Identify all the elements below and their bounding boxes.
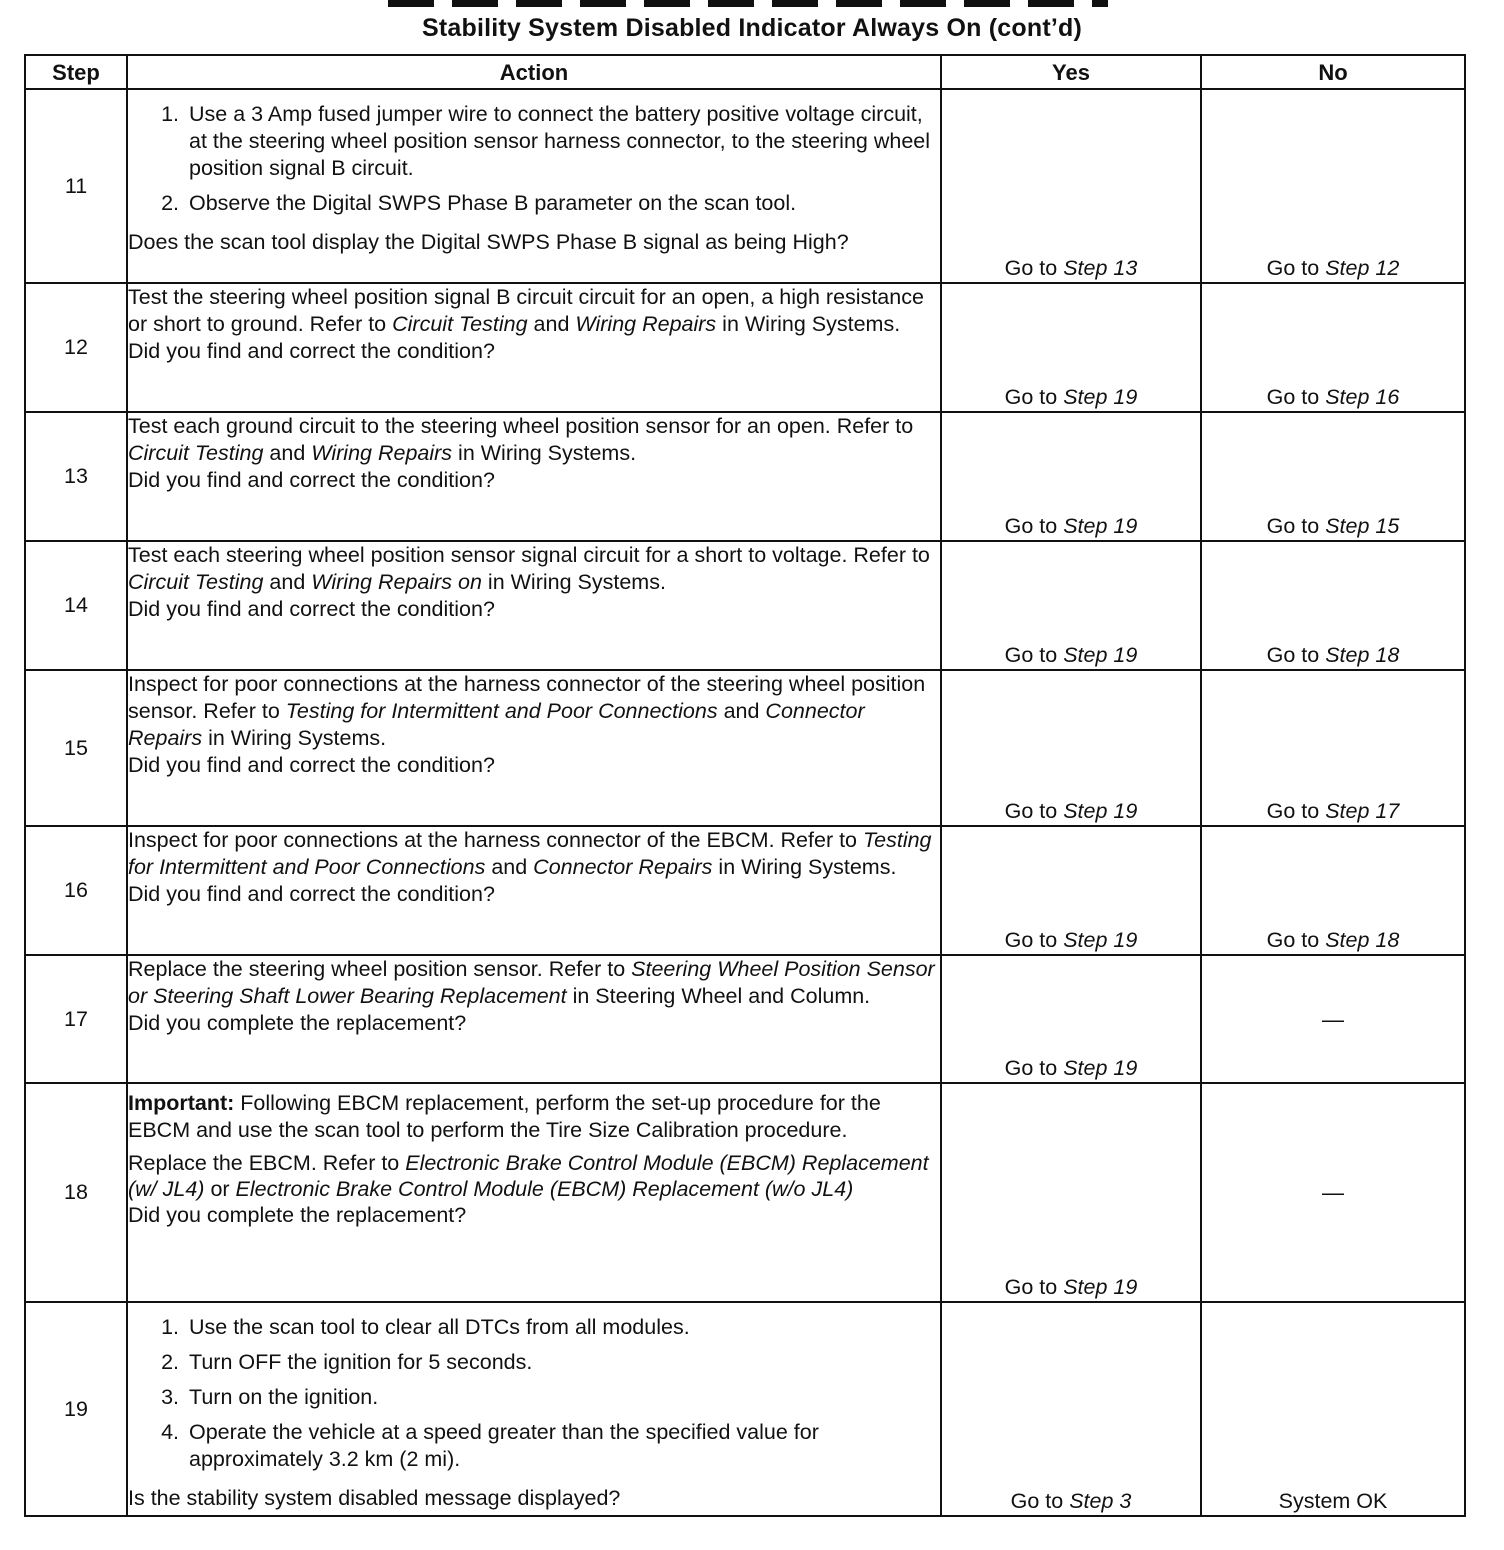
no-result: Go to Step 17: [1201, 670, 1465, 826]
column-header-no: No: [1201, 55, 1465, 89]
sub-step: 2. Observe the Digital SWPS Phase B parameter on the scan tool.: [185, 190, 940, 217]
column-header-yes: Yes: [941, 55, 1201, 89]
table-row: [25, 826, 1465, 955]
action-cell: [127, 670, 941, 826]
step-reference: Step 13: [1063, 256, 1138, 280]
column-header-step: Step: [25, 55, 127, 89]
question-text: Is the stability system disabled message displayed?: [128, 1486, 621, 1510]
action-cell: [127, 283, 941, 412]
action-cell: [127, 89, 941, 283]
no-result: Go to Step 15: [1201, 412, 1465, 541]
table-row: [25, 412, 1465, 541]
step-reference: Step 18: [1325, 928, 1400, 952]
sub-step-list: [128, 1314, 940, 1481]
step-reference: Step 19: [1063, 1056, 1138, 1080]
step-number: 18: [25, 1083, 127, 1302]
no-result-none: —: [1201, 1083, 1465, 1302]
no-result: System OK: [1201, 1302, 1465, 1516]
step-reference: Step 12: [1325, 256, 1400, 280]
sub-step-list: [128, 101, 940, 225]
action-cell: [127, 1083, 941, 1302]
instruction-text: Replace the EBCM. Refer to Electronic Brake Control Module (EBCM) Replacement (w/ JL4) or Electronic Brake Control Module (EBCM) Replacement (w/o JL4): [128, 1151, 929, 1201]
question-text: Did you find and correct the condition?: [128, 882, 495, 906]
instruction-text: Test each steering wheel position sensor signal circuit for a short to voltage. Refer to Circuit Testing and Wiring Repairs on in Wiring Systems.: [128, 543, 930, 594]
yes-result: Go to Step 19: [941, 1083, 1201, 1302]
table-row: [25, 670, 1465, 826]
step-reference: Step 19: [1063, 385, 1138, 409]
step-number: 11: [25, 89, 127, 283]
no-result: Go to Step 18: [1201, 541, 1465, 670]
important-note: Important: Following EBCM replacement, perform the set-up procedure for the EBCM and use the scan tool to perform the Tire Size Calibration procedure.: [128, 1091, 881, 1142]
instruction-text: Test each ground circuit to the steering wheel position sensor for an open. Refer to Circuit Testing and Wiring Repairs in Wiring Systems.: [128, 414, 914, 465]
step-reference: Step 16: [1325, 385, 1400, 409]
step-reference: Step 3: [1069, 1489, 1132, 1513]
table-header-row: [25, 55, 1465, 89]
sub-step: 1. Use a 3 Amp fused jumper wire to connect the battery positive voltage circuit, at the steering wheel position sensor harness connector, to the steering wheel position signal B circuit.: [185, 101, 940, 182]
action-cell: [127, 955, 941, 1083]
step-number: 13: [25, 412, 127, 541]
action-cell: [127, 541, 941, 670]
action-cell: [127, 826, 941, 955]
important-label: Important:: [128, 1091, 235, 1115]
step-reference: Step 18: [1325, 643, 1400, 667]
sub-step: 4. Operate the vehicle at a speed greater than the specified value for approximately 3.2 km (2 mi).: [185, 1419, 940, 1473]
step-reference: Step 19: [1063, 928, 1138, 952]
step-number: 14: [25, 541, 127, 670]
question-text: Did you complete the replacement?: [128, 1203, 467, 1227]
sub-step: 2. Turn OFF the ignition for 5 seconds.: [185, 1349, 940, 1376]
yes-result: Go to Step 13: [941, 89, 1201, 283]
header-rule-mark: [388, 0, 1108, 7]
step-number: 17: [25, 955, 127, 1083]
question-text: Did you complete the replacement?: [128, 1011, 467, 1035]
step-reference: Step 19: [1063, 643, 1138, 667]
sub-step: 1. Use the scan tool to clear all DTCs from all modules.: [185, 1314, 940, 1341]
instruction-text: Test the steering wheel position signal B circuit circuit for an open, a high resistance or short to ground. Refer to Circuit Testing and Wiring Repairs in Wiring Systems.: [128, 285, 924, 336]
no-result: Go to Step 12: [1201, 89, 1465, 283]
no-result: Go to Step 18: [1201, 826, 1465, 955]
table-row: [25, 955, 1465, 1083]
page-title: Stability System Disabled Indicator Always On (cont’d): [421, 14, 1082, 42]
step-number: 16: [25, 826, 127, 955]
step-reference: Step 15: [1325, 514, 1400, 538]
question-text: Did you find and correct the condition?: [128, 597, 495, 621]
yes-result: Go to Step 19: [941, 541, 1201, 670]
step-number: 19: [25, 1302, 127, 1516]
table-row: [25, 89, 1465, 283]
yes-result: Go to Step 3: [941, 1302, 1201, 1516]
action-cell: [127, 1302, 941, 1516]
step-reference: Step 19: [1063, 799, 1138, 823]
question-text: Did you find and correct the condition?: [128, 339, 495, 363]
no-result-none: —: [1201, 955, 1465, 1083]
yes-result: Go to Step 19: [941, 826, 1201, 955]
no-result: Go to Step 16: [1201, 283, 1465, 412]
step-reference: Step 19: [1063, 514, 1138, 538]
yes-result: Go to Step 19: [941, 670, 1201, 826]
question-text: Does the scan tool display the Digital SWPS Phase B signal as being High?: [128, 230, 849, 254]
step-number: 12: [25, 283, 127, 412]
action-cell: [127, 412, 941, 541]
table-row: [25, 1083, 1465, 1302]
table-row: [25, 541, 1465, 670]
sub-step: 3. Turn on the ignition.: [185, 1384, 940, 1411]
question-text: Did you find and correct the condition?: [128, 468, 495, 492]
instruction-text: Replace the steering wheel position sensor. Refer to Steering Wheel Position Sensor or Steering Shaft Lower Bearing Replacement in Steering Wheel and Column.: [128, 957, 935, 1008]
step-reference: Step 17: [1325, 799, 1400, 823]
table-row: [25, 283, 1465, 412]
table-row: [25, 1302, 1465, 1516]
column-header-action: Action: [127, 55, 941, 89]
step-number: 15: [25, 670, 127, 826]
instruction-text: Inspect for poor connections at the harness connector of the steering wheel position sensor. Refer to Testing for Intermittent and Poor Connections and Connector Repairs in Wiring Systems.: [128, 672, 926, 750]
yes-result: Go to Step 19: [941, 955, 1201, 1083]
instruction-text: Inspect for poor connections at the harness connector of the EBCM. Refer to Testing for Intermittent and Poor Connections and Connector Repairs in Wiring Systems.: [128, 828, 932, 879]
diagnostic-table: [24, 54, 1466, 1517]
step-reference: Step 19: [1063, 1275, 1138, 1299]
yes-result: Go to Step 19: [941, 412, 1201, 541]
question-text: Did you find and correct the condition?: [128, 753, 495, 777]
yes-result: Go to Step 19: [941, 283, 1201, 412]
